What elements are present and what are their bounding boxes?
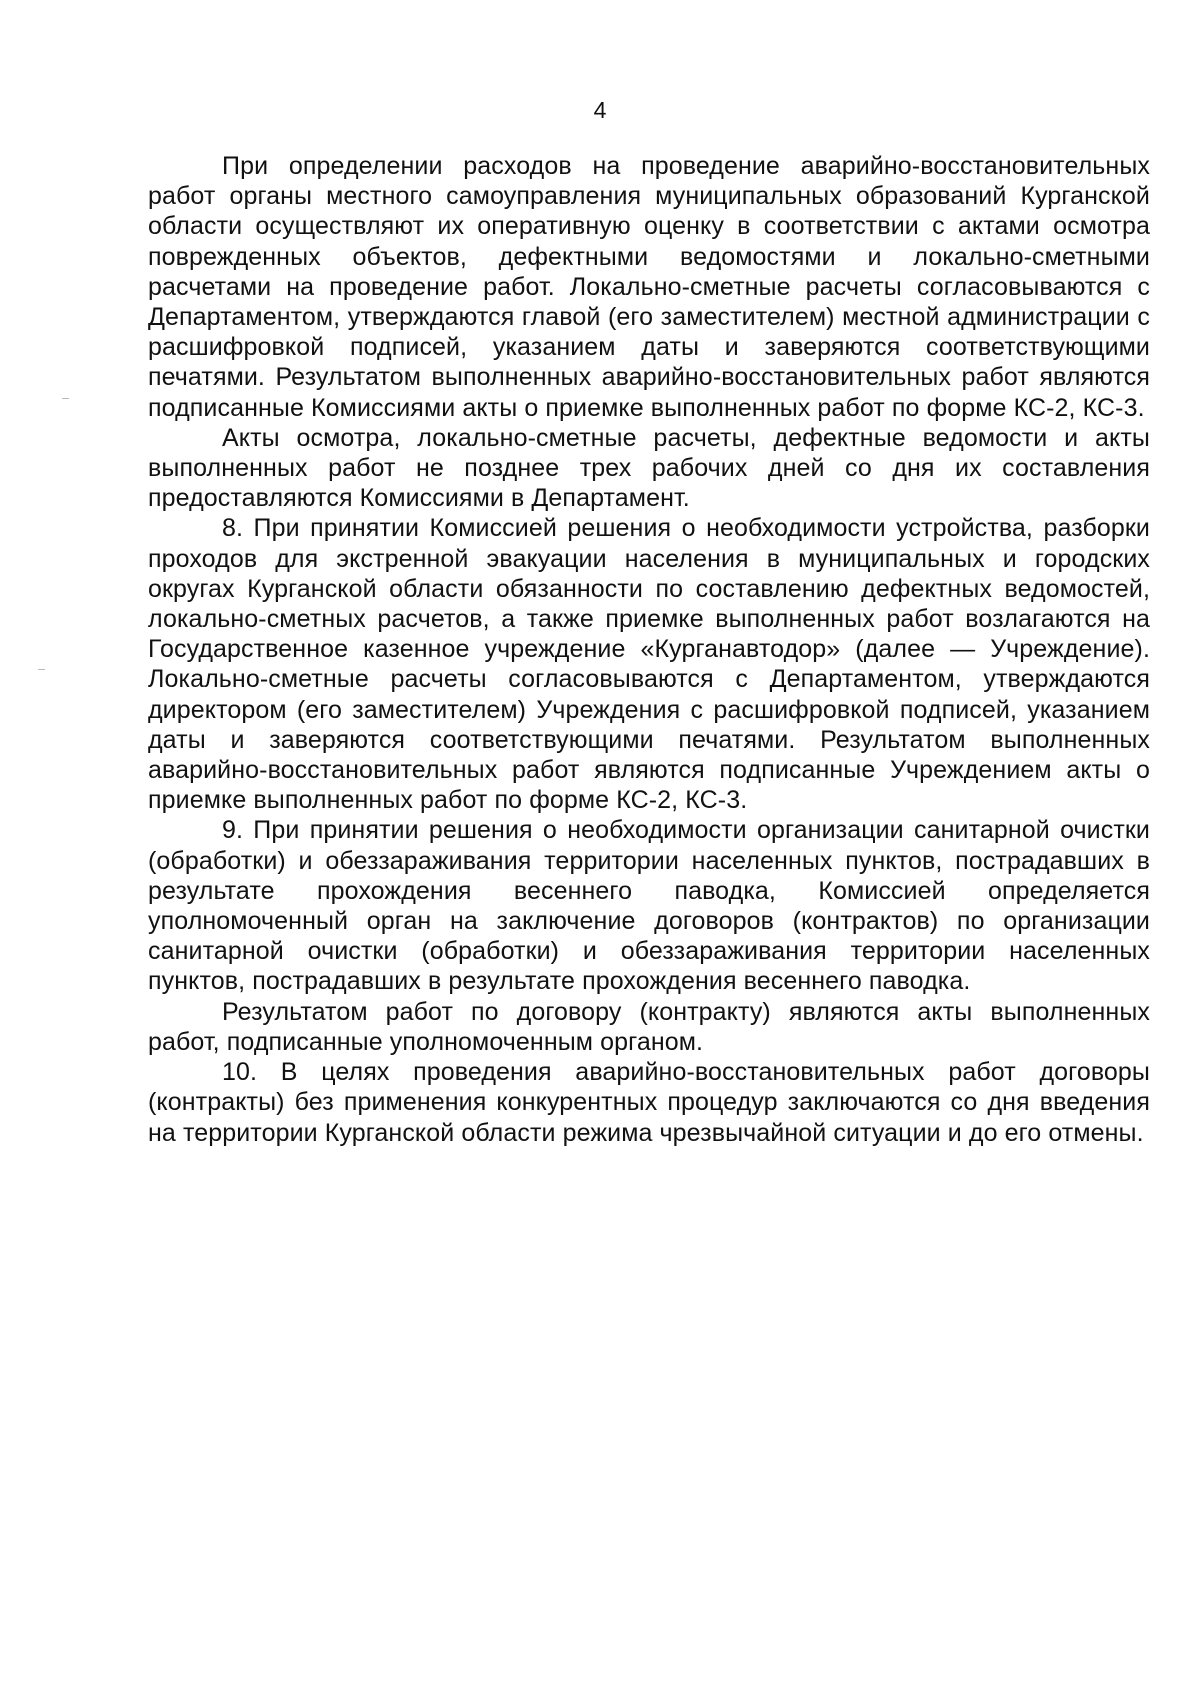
paragraph-clause-8: 8. При принятии Комиссией решения о необходимости устройства, разборки проходов для экстренной эвакуации населения в муниципальных и городских округах Курганской области обязанности по составлению дефектных ведомостей, локально-сметных расчетов, а также приемке выполненных работ возлагаются на Государственное казенное учреждение «Курганавтодор» (далее — Учреждение). Локально-сметные расчеты согласовываются с Департаментом, утверждаются директором (его заместителем) Учреждения с расшифровкой подписей, указанием даты и заверяются соответствующими печатями. Результатом выполненных аварийно-восстановительных работ являются подписанные Учреждением акты о приемке выполненных работ по форме КС-2, КС-3. xyxy=(148,514,1150,815)
page-number: 4 xyxy=(593,97,607,123)
paragraph-contract-results: Результатом работ по договору (контракту) являются акты выполненных работ, подписанные уполномоченным органом. xyxy=(148,997,1150,1056)
paragraph-inspection-acts: Акты осмотра, локально-сметные расчеты, дефектные ведомости и акты выполненных работ не позднее трех рабочих дней со дня их составления предоставляются Комиссиями в Департамент. xyxy=(148,423,1150,513)
paragraph-clause-9: 9. При принятии решения о необходимости организации санитарной очистки (обработки) и обеззараживания территории населенных пунктов, пострадавших в результате прохождения весеннего паводка, Комиссией определяется уполномоченный орган на заключение договоров (контрактов) по организации санитарной очистки (обработки) и обеззараживания территории населенных пунктов, пострадавших в результате прохождения весеннего паводка. xyxy=(148,816,1150,996)
paragraph-expense-assessment: При определении расходов на проведение аварийно-восстановительных работ органы местного самоуправления муниципальных образований Курганской области осуществляют их оперативную оценку в соответствии с актами осмотра поврежденных объектов, дефектными ведомостями и локально-сметными расчетами на проведение работ. Локально-сметные расчеты согласовываются с Департаментом, утверждаются главой (его заместителем) местной администрации с расшифровкой подписей, указанием даты и заверяются соответствующими печатями. Результатом выполненных аварийно-восстановительных работ являются подписанные Комиссиями акты о приемке выполненных работ по форме КС-2, КС-3. xyxy=(148,152,1150,422)
scan-artifact xyxy=(38,669,45,670)
scan-artifact xyxy=(62,398,69,399)
paragraph-clause-10: 10. В целях проведения аварийно-восстановительных работ договоры (контракты) без применения конкурентных процедур заключаются со дня введения на территории Курганской области режима чрезвычайной ситуации и до его отмены. xyxy=(148,1058,1150,1147)
document-body xyxy=(148,151,1150,1148)
